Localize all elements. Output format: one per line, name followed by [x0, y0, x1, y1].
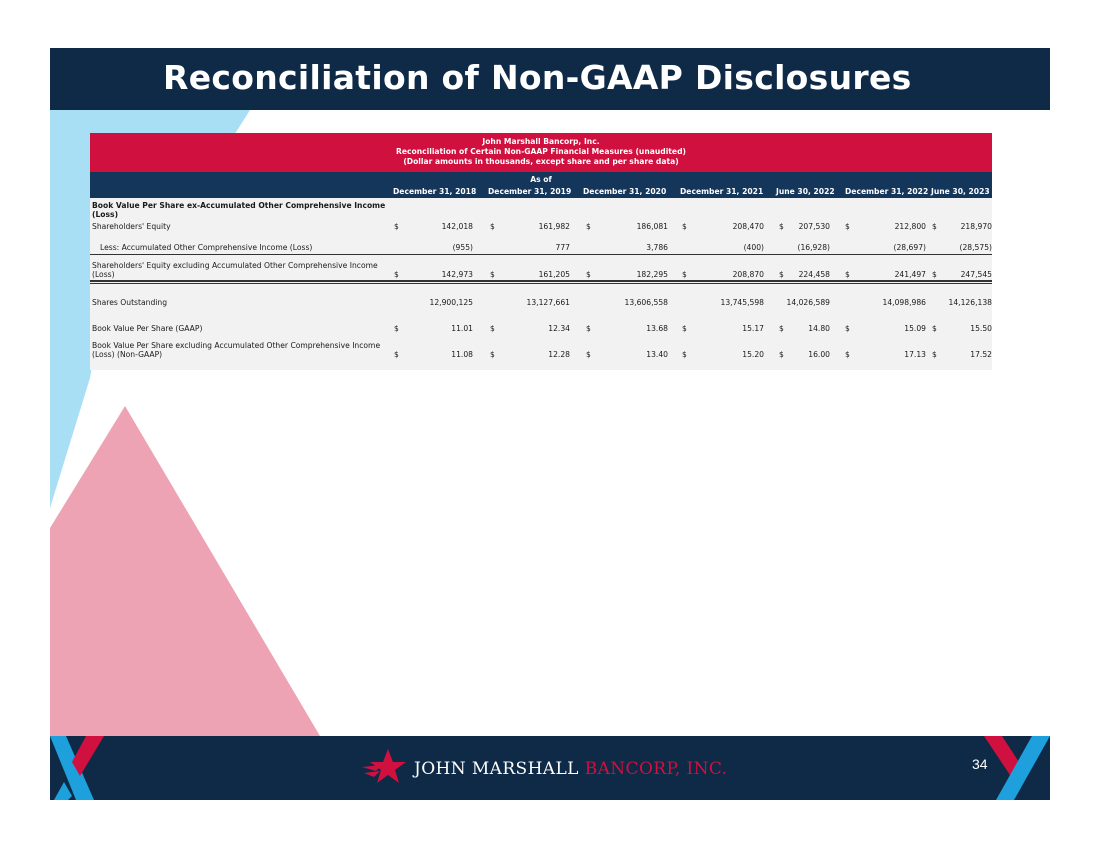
dollar-sign: $ — [682, 324, 687, 333]
table-body — [90, 198, 992, 370]
x-corner-left-icon — [50, 736, 110, 800]
dollar-sign: $ — [932, 350, 937, 359]
row-label: Shares Outstanding — [92, 298, 168, 307]
dollar-sign: $ — [779, 222, 784, 231]
cell-value: 186,081 — [636, 222, 668, 231]
dollar-sign: $ — [490, 324, 495, 333]
dollar-sign: $ — [394, 222, 399, 231]
reconciliation-table — [90, 133, 992, 370]
total-rule-double — [90, 283, 992, 284]
star-logo-icon — [362, 747, 406, 789]
dollar-sign: $ — [682, 270, 687, 279]
cell-value: 161,205 — [538, 270, 570, 279]
cell-value: 142,018 — [441, 222, 473, 231]
cell-value: 3,786 — [646, 243, 668, 252]
dollar-sign: $ — [682, 350, 687, 359]
dollar-sign: $ — [394, 324, 399, 333]
company-logo — [362, 745, 742, 791]
dollar-sign: $ — [394, 270, 399, 279]
dollar-sign: $ — [932, 270, 937, 279]
dollar-sign: $ — [586, 350, 591, 359]
cell-value: 207,530 — [798, 222, 830, 231]
dollar-sign: $ — [394, 350, 399, 359]
cell-value: 241,497 — [894, 270, 926, 279]
cell-value: 218,970 — [960, 222, 992, 231]
slide — [50, 48, 1050, 800]
dollar-sign: $ — [845, 222, 850, 231]
logo-name: JOHN MARSHALL — [414, 759, 579, 779]
col-header-dec-2018: December 31, 2018 — [393, 187, 477, 196]
dollar-sign: $ — [779, 270, 784, 279]
section-heading: Book Value Per Share ex-Accumulated Other Comprehensive Income (Loss) — [92, 201, 386, 219]
dollar-sign: $ — [845, 270, 850, 279]
cell-value: 17.13 — [904, 350, 926, 359]
col-header-dec-2020: December 31, 2020 — [583, 187, 667, 196]
cell-value: (28,575) — [959, 243, 992, 252]
cell-value: 15.17 — [742, 324, 764, 333]
cell-value: (955) — [452, 243, 473, 252]
row-label: Less: Accumulated Other Comprehensive Income (Loss) — [100, 243, 313, 252]
dollar-sign: $ — [586, 324, 591, 333]
dollar-sign: $ — [845, 324, 850, 333]
col-header-dec-2021: December 31, 2021 — [680, 187, 764, 196]
cell-value: 14,098,986 — [882, 298, 926, 307]
cell-value: 12.34 — [548, 324, 570, 333]
table-header-title — [90, 133, 992, 172]
cell-value: 182,295 — [636, 270, 668, 279]
cell-value: (28,697) — [893, 243, 926, 252]
cell-value: (400) — [743, 243, 764, 252]
dollar-sign: $ — [932, 324, 937, 333]
table-title: Reconciliation of Certain Non-GAAP Financial Measures (unaudited) — [396, 147, 686, 156]
page-title: Reconciliation of Non-GAAP Disclosures — [163, 58, 912, 97]
x-corner-right-icon — [984, 736, 1050, 800]
dollar-sign: $ — [779, 324, 784, 333]
company-name: John Marshall Bancorp, Inc. — [482, 137, 600, 146]
cell-value: 13,745,598 — [720, 298, 764, 307]
cell-value: 16.00 — [808, 350, 830, 359]
cell-value: 15.09 — [904, 324, 926, 333]
subtotal-rule — [90, 254, 992, 255]
cell-value: 777 — [555, 243, 570, 252]
row-label: Book Value Per Share excluding Accumulated Other Comprehensive Income (Loss) (Non-GAAP) — [92, 341, 381, 359]
dollar-sign: $ — [845, 350, 850, 359]
cell-value: 13.40 — [646, 350, 668, 359]
cell-value: 224,458 — [798, 270, 830, 279]
dollar-sign: $ — [586, 222, 591, 231]
col-header-jun-2023: June 30, 2023 — [931, 187, 990, 196]
dollar-sign: $ — [682, 222, 687, 231]
cell-value: 208,470 — [732, 222, 764, 231]
logo-wordmark — [414, 759, 727, 779]
pink-band — [50, 406, 320, 736]
cell-value: 14.80 — [808, 324, 830, 333]
cell-value: (16,928) — [797, 243, 830, 252]
cell-value: 247,545 — [960, 270, 992, 279]
table-column-header — [90, 172, 992, 198]
col-header-dec-2019: December 31, 2019 — [488, 187, 572, 196]
table-subtitle: (Dollar amounts in thousands, except share and per share data) — [403, 157, 679, 166]
col-header-jun-2022: June 30, 2022 — [776, 187, 835, 196]
dollar-sign: $ — [490, 222, 495, 231]
dollar-sign: $ — [490, 350, 495, 359]
col-header-dec-2022: December 31, 2022 — [845, 187, 929, 196]
row-label: Shareholders' Equity — [92, 222, 171, 231]
cell-value: 14,026,589 — [786, 298, 830, 307]
dollar-sign: $ — [586, 270, 591, 279]
cell-value: 13,127,661 — [526, 298, 570, 307]
dollar-sign: $ — [490, 270, 495, 279]
cell-value: 11.08 — [451, 350, 473, 359]
cell-value: 15.50 — [970, 324, 992, 333]
cell-value: 142,973 — [441, 270, 473, 279]
cell-value: 14,126,138 — [948, 298, 992, 307]
cell-value: 12.28 — [548, 350, 570, 359]
cell-value: 13,606,558 — [624, 298, 668, 307]
cell-value: 212,800 — [894, 222, 926, 231]
as-of-label: As of — [530, 175, 552, 184]
cell-value: 161,982 — [538, 222, 570, 231]
cell-value: 208,870 — [732, 270, 764, 279]
cell-value: 13.68 — [646, 324, 668, 333]
cell-value: 17.52 — [970, 350, 992, 359]
row-label: Shareholders' Equity excluding Accumulated Other Comprehensive Income (Loss) — [92, 261, 378, 279]
total-rule — [90, 280, 992, 282]
dollar-sign: $ — [932, 222, 937, 231]
logo-bancorp: BANCORP, INC. — [584, 759, 728, 779]
page-number: 34 — [972, 756, 988, 772]
cell-value: 11.01 — [451, 324, 473, 333]
cell-value: 15.20 — [742, 350, 764, 359]
row-label: Book Value Per Share (GAAP) — [92, 324, 203, 333]
dollar-sign: $ — [779, 350, 784, 359]
cell-value: 12,900,125 — [429, 298, 473, 307]
